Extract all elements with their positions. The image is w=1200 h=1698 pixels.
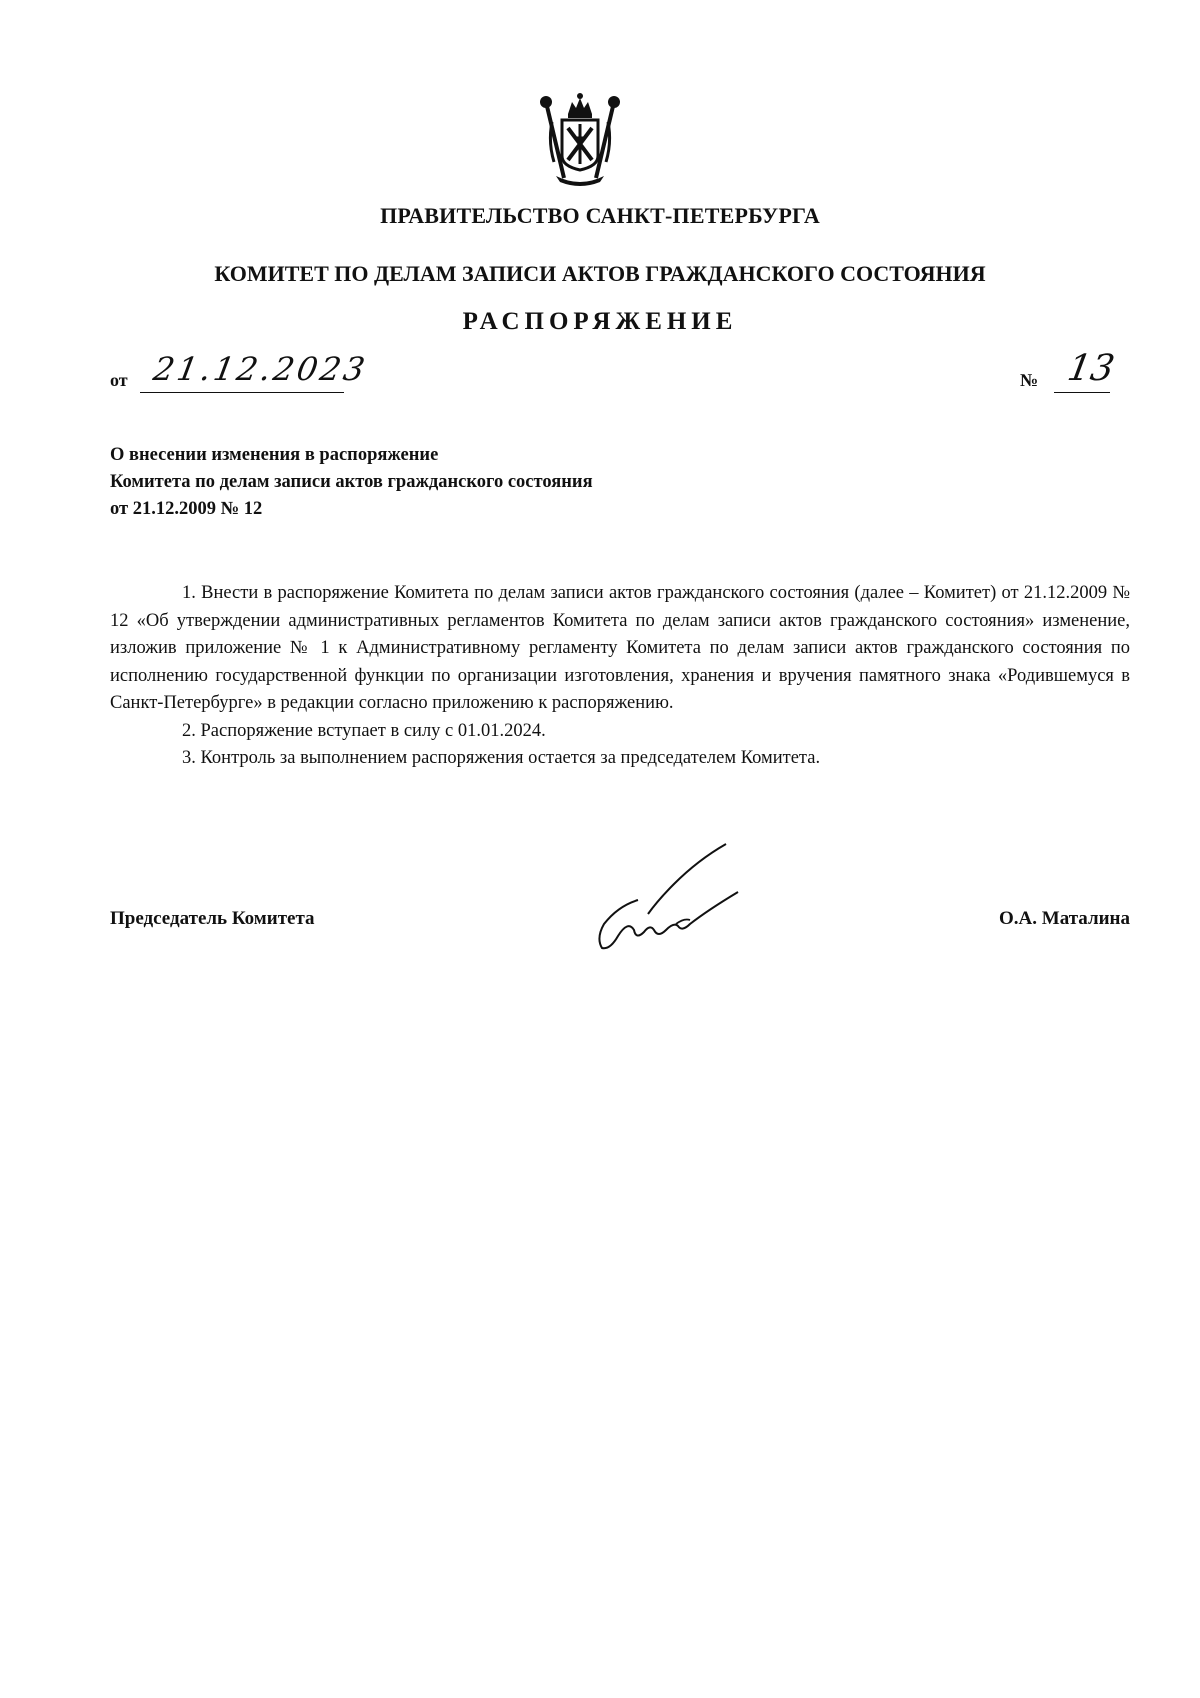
document-type-title: РАСПОРЯЖЕНИЕ [462, 308, 738, 335]
document-body [110, 580, 1130, 773]
body-paragraph: 2. Распоряжение вступает в силу с 01.01.2024. [182, 720, 546, 741]
handwritten-date: 21.12.2023 [150, 350, 371, 388]
handwritten-number: 13 [1064, 348, 1118, 389]
document-number [1020, 348, 1130, 400]
subject-line: Комитета по делам записи актов гражданского состояния [110, 472, 593, 492]
document-date [110, 350, 371, 398]
date-underline [140, 392, 344, 393]
body-paragraph: 1. Внести в распоряжение Комитета по делам записи актов гражданского состояния (далее – Комитет) от 21.12.2009 № 12 «Об утверждении административных регламентов Комитета по делам записи актов гражданского состояния» изменение, изложив приложение № 1 к Административному регламенту Комитета по делам записи актов гражданского состояния по исполнению государственной функции по организации изготовления, хранения и вручения памятного знака «Родившемуся в Санкт-Петербурге» в редакции согласно приложению к распоряжению. [110, 583, 1130, 713]
government-title: ПРАВИТЕЛЬСТВО САНКТ-ПЕТЕРБУРГА [380, 203, 820, 228]
number-prefix: № [1020, 370, 1039, 390]
body-paragraph: 3. Контроль за выполнением распоряжения остается за председателем Комитета. [182, 748, 821, 768]
handwritten-signature [578, 840, 758, 960]
subject-line: О внесении изменения в распоряжение [110, 445, 439, 465]
signatory-name: О.А. Маталина [999, 908, 1130, 929]
document-subject [110, 442, 593, 523]
committee-title: КОМИТЕТ ПО ДЕЛАМ ЗАПИСИ АКТОВ ГРАЖДАНСКОГО СОСТОЯНИЯ [214, 261, 986, 286]
coat-of-arms-icon [538, 92, 622, 188]
number-underline [1054, 392, 1110, 393]
signatory-position: Председатель Комитета [110, 908, 315, 929]
date-prefix: от [110, 370, 128, 390]
subject-line: от 21.12.2009 № 12 [110, 499, 263, 519]
